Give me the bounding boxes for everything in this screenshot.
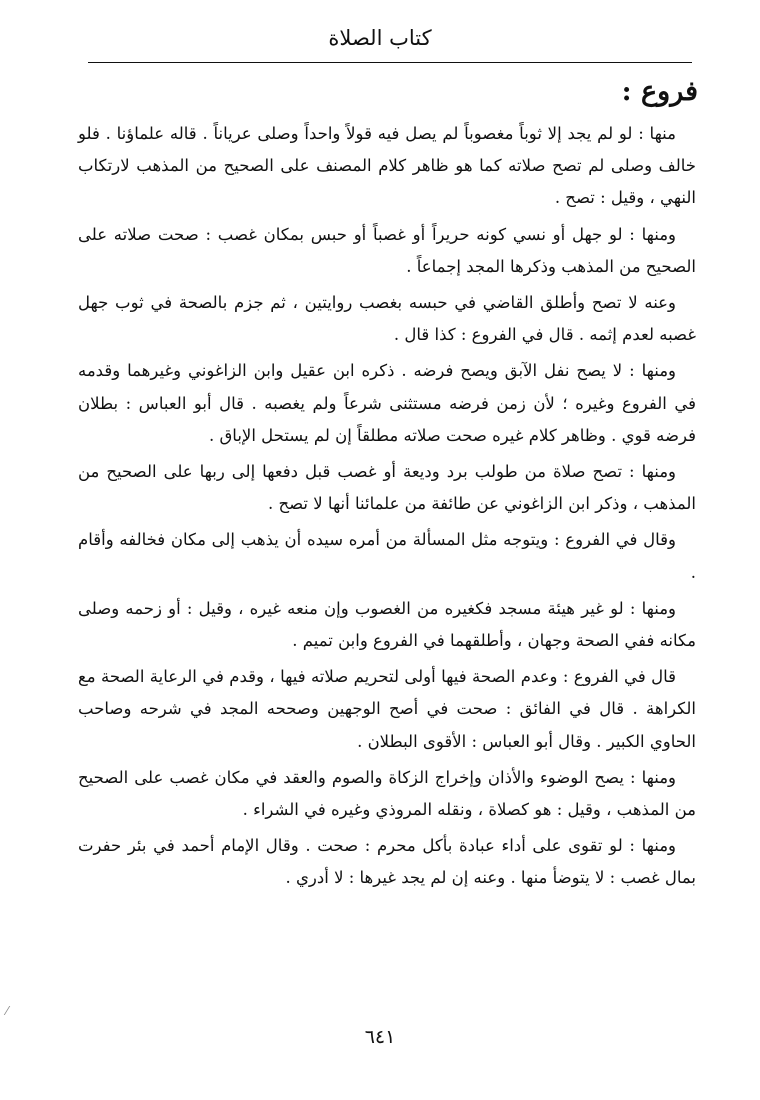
paragraph: ومنها : لو غير هيئة مسجد فكغيره من الغصوب وإن منعه غيره ، وقيل : أو زحمه وصلى مكانه ففي الصحة وجهان ، وأطلقهما في الفروع وابن تميم . (78, 598, 696, 651)
paragraph: ومنها : يصح الوضوء والأذان وإخراج الزكاة والصوم والعقد في مكان غصب على الصحيح من المذهب ، وقيل : هو كصلاة ، ونقله المروذي وغيره في الشراء . (78, 767, 696, 820)
paragraph: قال في الفروع : وعدم الصحة فيها أولى لتحريم صلاته فيها ، وقدم في الرعاية الصحة مع الكراهة . قال في الفائق : صحت في أصح الوجهين وصححه المجد في شرحه وصاحب الحاوي الكبير . وقال أبو العباس : الأقوى البطلان . (78, 667, 696, 751)
body-text (78, 118, 696, 899)
paragraph: ومنها : تصح صلاة من طولب برد وديعة أو غصب قبل دفعها إلى ربها على الصحيح من المذهب ، وذكر ابن الزاغوني عن طائفة من علمائنا أنها لا تصح . (78, 462, 696, 514)
section-heading: فروع : (621, 76, 698, 107)
header-rule (88, 62, 692, 63)
paragraph: وقال في الفروع : ويتوجه مثل المسألة من أمره سيده أن يذهب إلى مكان فخالفه وأقام . (78, 530, 696, 582)
scan-margin-mark: ⁄ (6, 1004, 9, 1018)
paragraph: ومنها : لا يصح نفل الآبق ويصح فرضه . ذكره ابن عقيل وابن الزاغوني وغيرهما وقدمه في الفروع وغيره ؛ لأن زمن فرضه مستثنى شرعاً ولم يغصبه . قال أبو العباس : بطلان فرضه قوي . وظاهر كلام غيره صحت صلاته مطلقاً إن لم يستحل الإباق . (78, 361, 696, 445)
paragraph: ومنها : لو جهل أو نسي كونه حريراً أو غصباً أو حبس بمكان غصب : صحت صلاته على الصحيح من المذهب وذكرها المجد إجماعاً . (78, 224, 696, 276)
paragraph: منها : لو لم يجد إلا ثوباً مغصوباً لم يصل فيه قولاً واحداً وصلى عرياناً . قاله علماؤنا . فلو خالف وصلى لم تصح صلاته كما هو ظاهر كلام المصنف على الصحيح من المذهب لارتكاب النهي ، وقيل : تصح . (78, 124, 696, 208)
running-head: كتاب الصلاة (328, 26, 432, 50)
page-number: ٦٤١ (364, 1026, 396, 1048)
paragraph: ومنها : لو تقوى على أداء عبادة بأكل محرم : صحت . وقال الإمام أحمد في بئر حفرت بمال غصب : لا يتوضأ منها . وعنه إن لم يجد غيرها : لا أدري . (78, 836, 696, 888)
paragraph: وعنه لا تصح وأطلق القاضي في حبسه بغصب روايتين ، ثم جزم بالصحة في ثوب جهل غصبه لعدم إثمه . قال في الفروع : كذا قال . (78, 293, 696, 345)
